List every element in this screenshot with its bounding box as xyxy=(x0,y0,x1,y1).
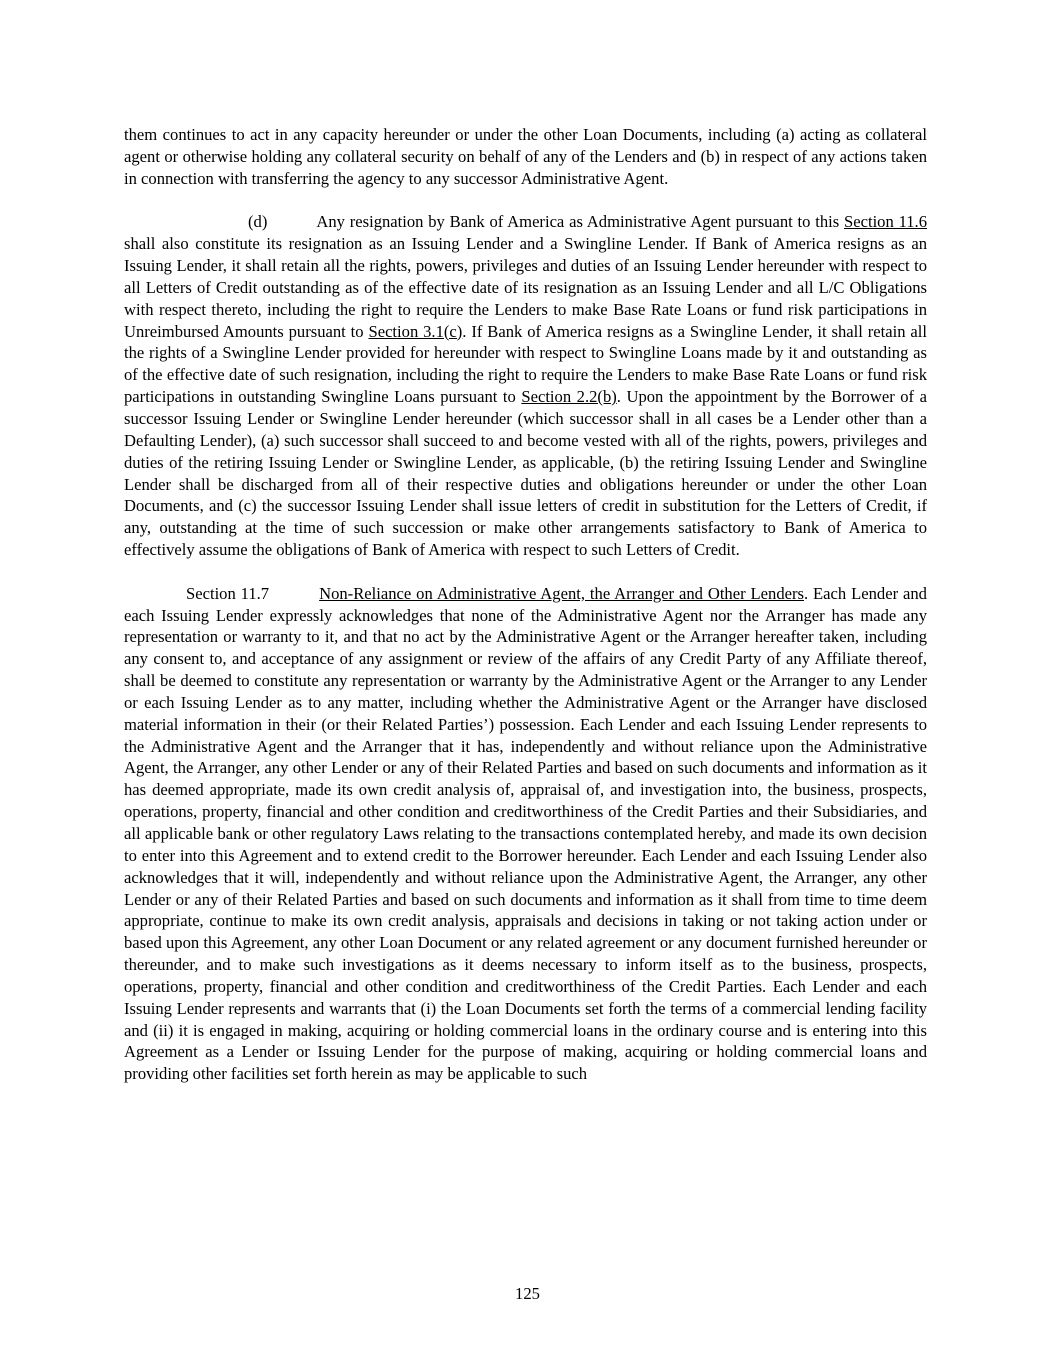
paragraph-continuation: them continues to act in any capacity hereunder or under the other Loan Documents, including (a) acting as collateral agent or otherwise holding any collateral security on behalf of any of the Lenders and (b) in respect of any actions taken in connection with transferring the agency to any successor Administrative Agent. xyxy=(124,125,927,188)
paragraph-text: shall also constitute its resignation as an Issuing Lender and a Swingline Lender. If Bank of America resigns as an Issuing Lender, it shall retain all the rights, powers, privileges and duties of an Issuing Lender hereunder with respect to all Letters of Credit outstanding as of the effective date of its resignation as an Issuing Lender and all L/C Obligations with respect thereto, including the right to require the Lenders to make Base Rate Loans or fund risk participations in Unreimbursed Amounts pursuant to xyxy=(124,234,927,341)
page-number: 125 xyxy=(515,1284,540,1303)
paragraph-text: . If Bank of America resigns as a Swingline Lender, it shall retain all the rights of a Swingline Lender provided for hereunder with respect to Swingline Loans made by it and outstanding as of the effective date of such resignation, including the right to require the Lenders to make Base Rate Loans or fund risk participations in outstanding Swingline Loans pursuant to xyxy=(124,321,927,407)
section-reference: Section 11.6 xyxy=(844,212,927,232)
section-reference: Section 3.1(c) xyxy=(368,321,463,341)
section-number: Section 11.7 xyxy=(186,583,270,603)
section-body: Each Lender and each Issuing Lender expressly acknowledges that none of the Administrative Agent nor the Arranger has made any representation or warranty to it, and that no act by the Administrative Agent or the Arranger hereafter taken, including any consent to, and acceptance of any assignment or review of the affairs of any Credit Party of any Affiliate thereof, shall be deemed to constitute any representation or warranty by the Administrative Agent or the Arranger to any Lender or each Issuing Lender as to any matter, including whether the Administrative Agent or the Arranger have disclosed material information in their (or their Related Parties’) possession. Each Lender and each Issuing Lender represents to the Administrative Agent and the Arranger that it has, independently and without reliance upon the Administrative Agent, the Arranger, any other Lender or any of their Related Parties and based on such documents and information as it has deemed appropriate, made its own credit analysis of, appraisal of, and investigation into, the business, prospects, operations, property, financial and other condition and creditworthiness of the Credit Parties and their Subsidiaries, and all applicable bank or other regulatory Laws relating to the transactions contemplated hereby, and made its own decision to enter into this Agreement and to extend credit to the Borrower hereunder. Each Lender and each Issuing Lender also acknowledges that it will, independently and without reliance upon the Administrative Agent, the Arranger, any other Lender or any of their Related Parties and based on such documents and information as it shall from time to time deem appropriate, continue to make its own credit analysis, appraisals and decisions in taking or not taking action under or based upon this Agreement, any other Loan Document or any related agreement or any document furnished hereunder or thereunder, and to make such investigations as it deems necessary to inform itself as to the business, prospects, operations, property, financial and other condition and creditworthiness of the Credit Parties. Each Lender and each Issuing Lender represents and warrants that (i) the Loan Documents set forth the terms of a commercial lending facility and (ii) it is engaged in making, acquiring or holding commercial loans in the ordinary course and is entering into this Agreement as a Lender or Issuing Lender for the purpose of making, acquiring or holding commercial loans and providing other facilities set forth herein as may be applicable to such xyxy=(124,583,927,1084)
document-page xyxy=(124,124,927,1085)
paragraph-text: Any resignation by Bank of America as Administrative Agent pursuant to this xyxy=(316,212,844,232)
section-reference: Section 2.2(b) xyxy=(521,387,617,407)
section-heading: Non-Reliance on Administrative Agent, the Arranger and Other Lenders xyxy=(319,583,804,603)
paragraph-d xyxy=(124,211,927,561)
paragraph-label: (d) xyxy=(248,212,268,232)
section-11-7 xyxy=(124,583,927,1085)
heading-period: . xyxy=(803,583,809,603)
paragraph-text: . Upon the appointment by the Borrower of a successor Issuing Lender or Swingline Lender hereunder (which successor shall in all cases be a Lender other than a Defaulting Lender), (a) such successor shall succeed to and become vested with all of the rights, powers, privileges and duties of the retiring Issuing Lender or Swingline Lender, as applicable, (b) the retiring Issuing Lender and Swingline Lender shall be discharged from all of their respective duties and obligations hereunder or under the other Loan Documents, and (c) the successor Issuing Lender shall issue letters of credit in substitution for the Letters of Credit, if any, outstanding at the time of such succession or make other arrangements satisfactory to Bank of America to effectively assume the obligations of Bank of America with respect to such Letters of Credit. xyxy=(124,387,927,560)
